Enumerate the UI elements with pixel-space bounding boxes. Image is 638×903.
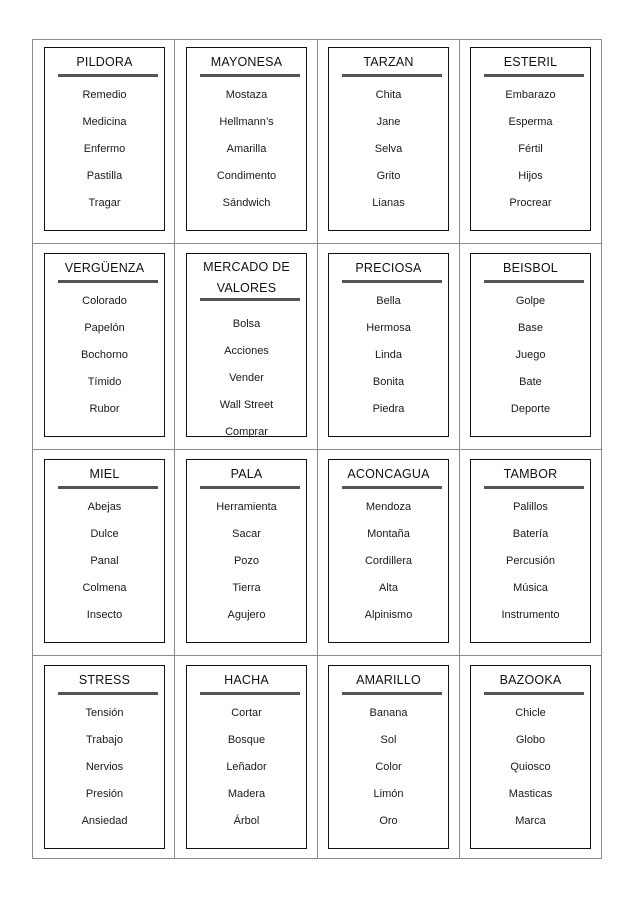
card-word: Tierra: [232, 582, 261, 594]
title-underline: [484, 74, 584, 77]
card-word: Pastilla: [86, 170, 123, 182]
card-title: BEISBOL: [503, 261, 558, 275]
card-title: TARZAN: [363, 55, 414, 69]
card-word: Percusión: [506, 555, 555, 567]
word-card: [470, 253, 591, 437]
card-word: Lianas: [372, 197, 405, 209]
card-word: Remedio: [82, 89, 127, 101]
word-card: [470, 459, 591, 643]
word-card: [44, 253, 165, 437]
word-card: [328, 665, 449, 849]
card-title: ACONCAGUA: [347, 467, 430, 481]
card-word: Herramienta: [216, 501, 277, 513]
card-word: Papelón: [84, 322, 125, 334]
word-card: [186, 47, 307, 231]
card-word: Pozo: [233, 555, 260, 567]
title-underline: [484, 692, 584, 695]
card-word: Leñador: [226, 761, 267, 773]
title-underline: [342, 74, 442, 77]
title-underline: [484, 486, 584, 489]
card-word: Árbol: [233, 815, 260, 827]
word-card: [186, 459, 307, 643]
card-word: Condimento: [216, 170, 277, 182]
card-word: Abejas: [87, 501, 122, 513]
card-title: PRECIOSA: [355, 261, 422, 275]
card-word: Wall Street: [219, 399, 274, 411]
card-word: Acciones: [224, 345, 269, 357]
card-word: Sacar: [232, 528, 261, 540]
card-word: Quiosco: [510, 761, 551, 773]
card-word: Mostaza: [225, 89, 268, 101]
card-word: Sol: [380, 734, 397, 746]
card-word: Banana: [369, 707, 408, 719]
card-title: VALORES: [216, 281, 277, 295]
card-word: Música: [513, 582, 548, 594]
word-card: [186, 665, 307, 849]
card-word: Esperma: [508, 116, 553, 128]
word-card: [328, 253, 449, 437]
title-underline: [200, 486, 300, 489]
card-word: Insecto: [86, 609, 123, 621]
card-word: Colorado: [82, 295, 127, 307]
card-title: HACHA: [224, 673, 269, 687]
grid-divider: [32, 449, 602, 450]
title-underline: [58, 280, 158, 283]
card-word: Bosque: [227, 734, 266, 746]
card-word: Dulce: [90, 528, 119, 540]
card-title: AMARILLO: [356, 673, 421, 687]
card-word: Oro: [379, 815, 398, 827]
word-card: [328, 459, 449, 643]
card-word: Comprar: [225, 426, 268, 438]
card-word: Presión: [85, 788, 124, 800]
card-word: Ansiedad: [81, 815, 128, 827]
card-word: Sándwich: [222, 197, 271, 209]
card-word: Hijos: [518, 170, 543, 182]
title-underline: [200, 692, 300, 695]
card-title: PILDORA: [76, 55, 133, 69]
card-word: Chicle: [515, 707, 546, 719]
card-word: Amarilla: [226, 143, 267, 155]
card-word: Limón: [373, 788, 404, 800]
card-word: Bochorno: [80, 349, 129, 361]
title-underline: [58, 486, 158, 489]
word-card: [470, 665, 591, 849]
card-title: STRESS: [78, 673, 131, 687]
card-word: Chita: [375, 89, 402, 101]
title-underline: [342, 692, 442, 695]
title-underline: [484, 280, 584, 283]
card-word: Vender: [229, 372, 264, 384]
card-title: MERCADO DE: [203, 260, 290, 274]
card-word: Hellmann’s: [219, 116, 274, 128]
grid-divider: [32, 655, 602, 656]
card-title: MIEL: [89, 467, 120, 481]
card-word: Hermosa: [366, 322, 411, 334]
card-word: Colmena: [82, 582, 127, 594]
card-word: Rubor: [89, 403, 120, 415]
card-word: Medicina: [82, 116, 127, 128]
title-underline: [200, 298, 300, 301]
title-underline: [200, 74, 300, 77]
card-word: Instrumento: [501, 609, 560, 621]
card-word: Embarazo: [505, 89, 556, 101]
card-title: VERGÜENZA: [64, 261, 145, 275]
card-word: Enfermo: [83, 143, 126, 155]
word-card: [44, 47, 165, 231]
word-card: [328, 47, 449, 231]
card-word: Masticas: [508, 788, 553, 800]
card-title: MAYONESA: [210, 55, 283, 69]
card-word: Trabajo: [86, 734, 123, 746]
title-underline: [342, 280, 442, 283]
card-word: Juego: [515, 349, 546, 361]
card-word: Golpe: [515, 295, 546, 307]
card-word: Tímido: [87, 376, 122, 388]
card-word: Grito: [376, 170, 401, 182]
card-word: Batería: [512, 528, 549, 540]
card-word: Base: [517, 322, 544, 334]
grid-divider: [32, 243, 602, 244]
card-word: Cortar: [231, 707, 262, 719]
card-word: Tensión: [85, 707, 124, 719]
card-word: Cordillera: [364, 555, 413, 567]
card-word: Jane: [376, 116, 401, 128]
word-card: [44, 459, 165, 643]
card-word: Bella: [376, 295, 401, 307]
card-word: Mendoza: [365, 501, 412, 513]
title-underline: [58, 692, 158, 695]
card-word: Tragar: [88, 197, 121, 209]
card-word: Fértil: [518, 143, 543, 155]
card-word: Deporte: [510, 403, 551, 415]
card-word: Linda: [375, 349, 402, 361]
card-word: Marca: [515, 815, 546, 827]
card-word: Bolsa: [232, 318, 261, 330]
card-word: Bate: [519, 376, 542, 388]
card-word: Color: [375, 761, 402, 773]
title-underline: [58, 74, 158, 77]
card-word: Nervios: [85, 761, 124, 773]
card-word: Bonita: [372, 376, 405, 388]
card-title: PALA: [230, 467, 263, 481]
card-word: Alta: [379, 582, 398, 594]
word-card: [186, 253, 307, 437]
card-word: Panal: [90, 555, 119, 567]
card-word: Globo: [515, 734, 546, 746]
card-word: Palillos: [513, 501, 548, 513]
card-title: BAZOOKA: [499, 673, 562, 687]
card-word: Procrear: [509, 197, 552, 209]
card-title: TAMBOR: [503, 467, 558, 481]
card-word: Montaña: [367, 528, 410, 540]
card-word: Agujero: [227, 609, 266, 621]
card-word: Alpinismo: [364, 609, 413, 621]
card-word: Piedra: [372, 403, 405, 415]
card-word: Madera: [227, 788, 266, 800]
word-card: [470, 47, 591, 231]
card-title: ESTERIL: [503, 55, 558, 69]
title-underline: [342, 486, 442, 489]
card-word: Selva: [374, 143, 403, 155]
word-card: [44, 665, 165, 849]
